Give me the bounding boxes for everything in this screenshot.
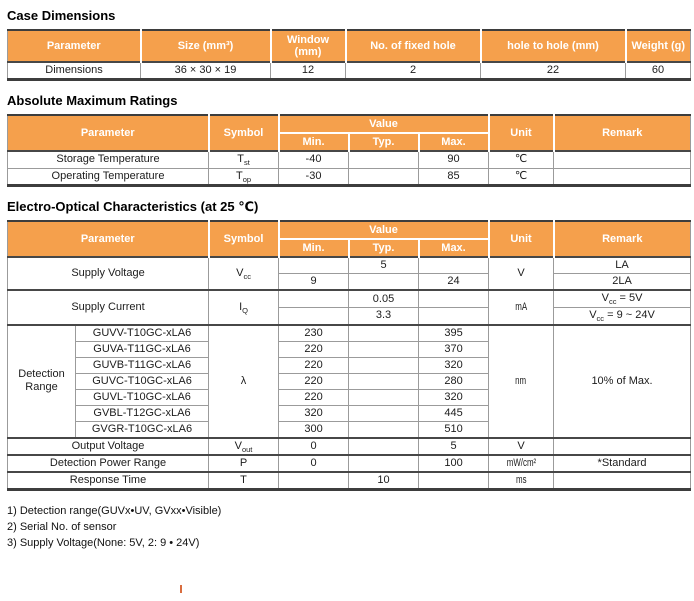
cell-typ	[349, 405, 419, 421]
column-header-unit: Unit	[489, 221, 554, 257]
cell-min: 320	[279, 405, 349, 421]
cell-max	[419, 472, 489, 490]
header-row	[8, 115, 691, 133]
cell-min	[279, 290, 349, 307]
cell-symbol: $V_{cc}$	[209, 257, 279, 290]
electro-optical-table	[7, 220, 691, 491]
cell-model: GUVL-T10GC-xLA6	[76, 389, 209, 405]
cell-remark	[554, 168, 691, 186]
cell-window: 12	[271, 62, 346, 80]
column-header-remark: Remark	[554, 115, 691, 151]
cell-max: 370	[419, 341, 489, 357]
cell-typ	[349, 325, 419, 342]
cell-typ: 5	[349, 257, 419, 274]
cell-min	[279, 257, 349, 274]
cell-model: GVGR-T10GC-xLA6	[76, 421, 209, 438]
cell-max: 320	[419, 357, 489, 373]
cell-unit: ms	[489, 472, 554, 490]
cell-symbol-lambda: λ	[209, 325, 279, 438]
cell-parameter: Dimensions	[8, 62, 141, 80]
cell-max: 320	[419, 389, 489, 405]
column-header-unit: Unit	[489, 115, 554, 151]
table-row-storage-temperature	[8, 151, 691, 168]
cell-max	[419, 290, 489, 307]
cell-typ	[349, 274, 419, 291]
table-row-output-voltage	[8, 438, 691, 456]
column-header-remark: Remark	[554, 221, 691, 257]
cell-symbol: P	[209, 455, 279, 472]
cell-parameter: Storage Temperature	[8, 151, 209, 168]
column-header-parameter: Parameter	[8, 221, 209, 257]
cell-model: GUVV-T10GC-xLA6	[76, 325, 209, 342]
column-header-min: Min.	[279, 133, 349, 151]
cell-min: 0	[279, 438, 349, 456]
footnote-supply-voltage: 3) Supply Voltage(None: 5V, 2: 9 • 24V)	[7, 537, 200, 550]
absolute-maximum-ratings-section	[7, 93, 690, 187]
cell-remark: *Standard	[554, 455, 691, 472]
cell-model: GUVC-T10GC-xLA6	[76, 373, 209, 389]
cell-min	[279, 308, 349, 325]
cell-min: 220	[279, 373, 349, 389]
column-header-value: Value	[279, 221, 489, 239]
cell-typ	[349, 357, 419, 373]
cell-min: 9	[279, 274, 349, 291]
cell-min: 230	[279, 325, 349, 342]
cell-max: 90	[419, 151, 489, 168]
cell-max	[419, 257, 489, 274]
column-header-typ: Typ.	[349, 133, 419, 151]
cell-typ	[349, 151, 419, 168]
cell-remark	[554, 438, 691, 456]
cell-unit: ℃	[489, 151, 554, 168]
column-header-parameter: Parameter	[8, 115, 209, 151]
cell-typ	[349, 455, 419, 472]
cell-min	[279, 472, 349, 490]
cell-symbol: T	[209, 472, 279, 490]
case-dimensions-table	[7, 29, 691, 81]
cell-max: 100	[419, 455, 489, 472]
cell-min: 220	[279, 357, 349, 373]
cell-remark: LA	[554, 257, 691, 274]
cell-symbol: $T_{op}$	[209, 168, 279, 186]
cell-max: 85	[419, 168, 489, 186]
absolute-maximum-ratings-table	[7, 114, 691, 187]
cell-max: 510	[419, 421, 489, 438]
cell-typ: 3.3	[349, 308, 419, 325]
cell-typ	[349, 373, 419, 389]
cell-typ	[349, 421, 419, 438]
column-header-weight: Weight (g)	[626, 30, 691, 62]
column-header-value: Value	[279, 115, 489, 133]
column-header-typ: Typ.	[349, 239, 419, 257]
case-dimensions-title: Case Dimensions	[7, 8, 116, 23]
cell-symbol: $I_Q$	[209, 290, 279, 324]
cell-remark	[554, 151, 691, 168]
cell-symbol: $V_{out}$	[209, 438, 279, 456]
cell-parameter: Output Voltage	[8, 438, 209, 456]
cell-parameter: Supply Voltage	[8, 257, 209, 290]
cell-min: 300	[279, 421, 349, 438]
table-row-detection-power-range	[8, 455, 691, 472]
column-header-hole-to-hole: hole to hole (mm)	[481, 30, 626, 62]
cell-unit: ℃	[489, 168, 554, 186]
table-row-supply-voltage-1	[8, 257, 691, 274]
cell-parameter: Operating Temperature	[8, 168, 209, 186]
cell-max: 280	[419, 373, 489, 389]
cell-size: 36 × 30 × 19	[141, 62, 271, 80]
cell-typ	[349, 389, 419, 405]
cell-typ	[349, 341, 419, 357]
table-row-operating-temperature	[8, 168, 691, 186]
footnote-detection-range: 1) Detection range(GUVx•UV, GVxx•Visible)	[7, 505, 222, 518]
cell-typ	[349, 438, 419, 456]
cell-typ	[349, 168, 419, 186]
cell-model: GUVB-T11GC-xLA6	[76, 357, 209, 373]
cell-unit: nm	[489, 325, 554, 438]
electro-optical-section	[7, 199, 690, 491]
cell-fixed-hole: 2	[346, 62, 481, 80]
cell-remark: $V_{cc} = 5V$	[554, 290, 691, 307]
cell-unit: V	[489, 438, 554, 456]
column-header-parameter: Parameter	[8, 30, 141, 62]
cell-weight: 60	[626, 62, 691, 80]
cell-remark	[554, 472, 691, 490]
cell-unit: V	[489, 257, 554, 290]
cursor-mark	[180, 585, 182, 593]
cell-parameter: Detection Power Range	[8, 455, 209, 472]
cell-typ: 10	[349, 472, 419, 490]
table-row-supply-current-1	[8, 290, 691, 307]
header-row	[8, 221, 691, 239]
cell-parameter: Supply Current	[8, 290, 209, 324]
case-dimensions-section	[7, 8, 690, 81]
column-header-size: Size (mm³)	[141, 30, 271, 62]
cell-min: 220	[279, 389, 349, 405]
cell-min: -40	[279, 151, 349, 168]
footnotes	[7, 503, 690, 551]
cell-model: GUVA-T11GC-xLA6	[76, 341, 209, 357]
column-header-max: Max.	[419, 133, 489, 151]
cell-remark: $V_{cc} = 9$ ~ 24V	[554, 308, 691, 325]
table-row-detection-guvv	[8, 325, 691, 342]
cell-max	[419, 308, 489, 325]
cell-max: 5	[419, 438, 489, 456]
cell-min: 220	[279, 341, 349, 357]
cell-remark: 2LA	[554, 274, 691, 291]
absolute-maximum-ratings-title: Absolute Maximum Ratings	[7, 93, 178, 108]
cell-min: -30	[279, 168, 349, 186]
cell-parameter: Response Time	[8, 472, 209, 490]
cell-min: 0	[279, 455, 349, 472]
cell-unit: mW/cm²	[489, 455, 554, 472]
cell-unit: mA	[489, 290, 554, 324]
cell-remark: 10% of Max.	[554, 325, 691, 438]
electro-optical-title: Electro-Optical Characteristics (at 25 ℃)	[7, 199, 259, 215]
header-row	[8, 30, 691, 62]
column-header-window: Window (mm)	[271, 30, 346, 62]
cell-symbol: $T_{st}$	[209, 151, 279, 168]
cell-max: 24	[419, 274, 489, 291]
cell-max: 445	[419, 405, 489, 421]
table-row-response-time	[8, 472, 691, 490]
cell-hole-to-hole: 22	[481, 62, 626, 80]
cell-model: GVBL-T12GC-xLA6	[76, 405, 209, 421]
table-row-dimensions	[8, 62, 691, 80]
column-header-max: Max.	[419, 239, 489, 257]
footnote-serial-no: 2) Serial No. of sensor	[7, 521, 117, 534]
column-header-symbol: Symbol	[209, 115, 279, 151]
column-header-symbol: Symbol	[209, 221, 279, 257]
column-header-fixed-hole: No. of fixed hole	[346, 30, 481, 62]
cell-typ: 0.05	[349, 290, 419, 307]
cell-max: 395	[419, 325, 489, 342]
column-header-min: Min.	[279, 239, 349, 257]
cell-parameter-detection-range: Detection Range	[8, 325, 76, 438]
